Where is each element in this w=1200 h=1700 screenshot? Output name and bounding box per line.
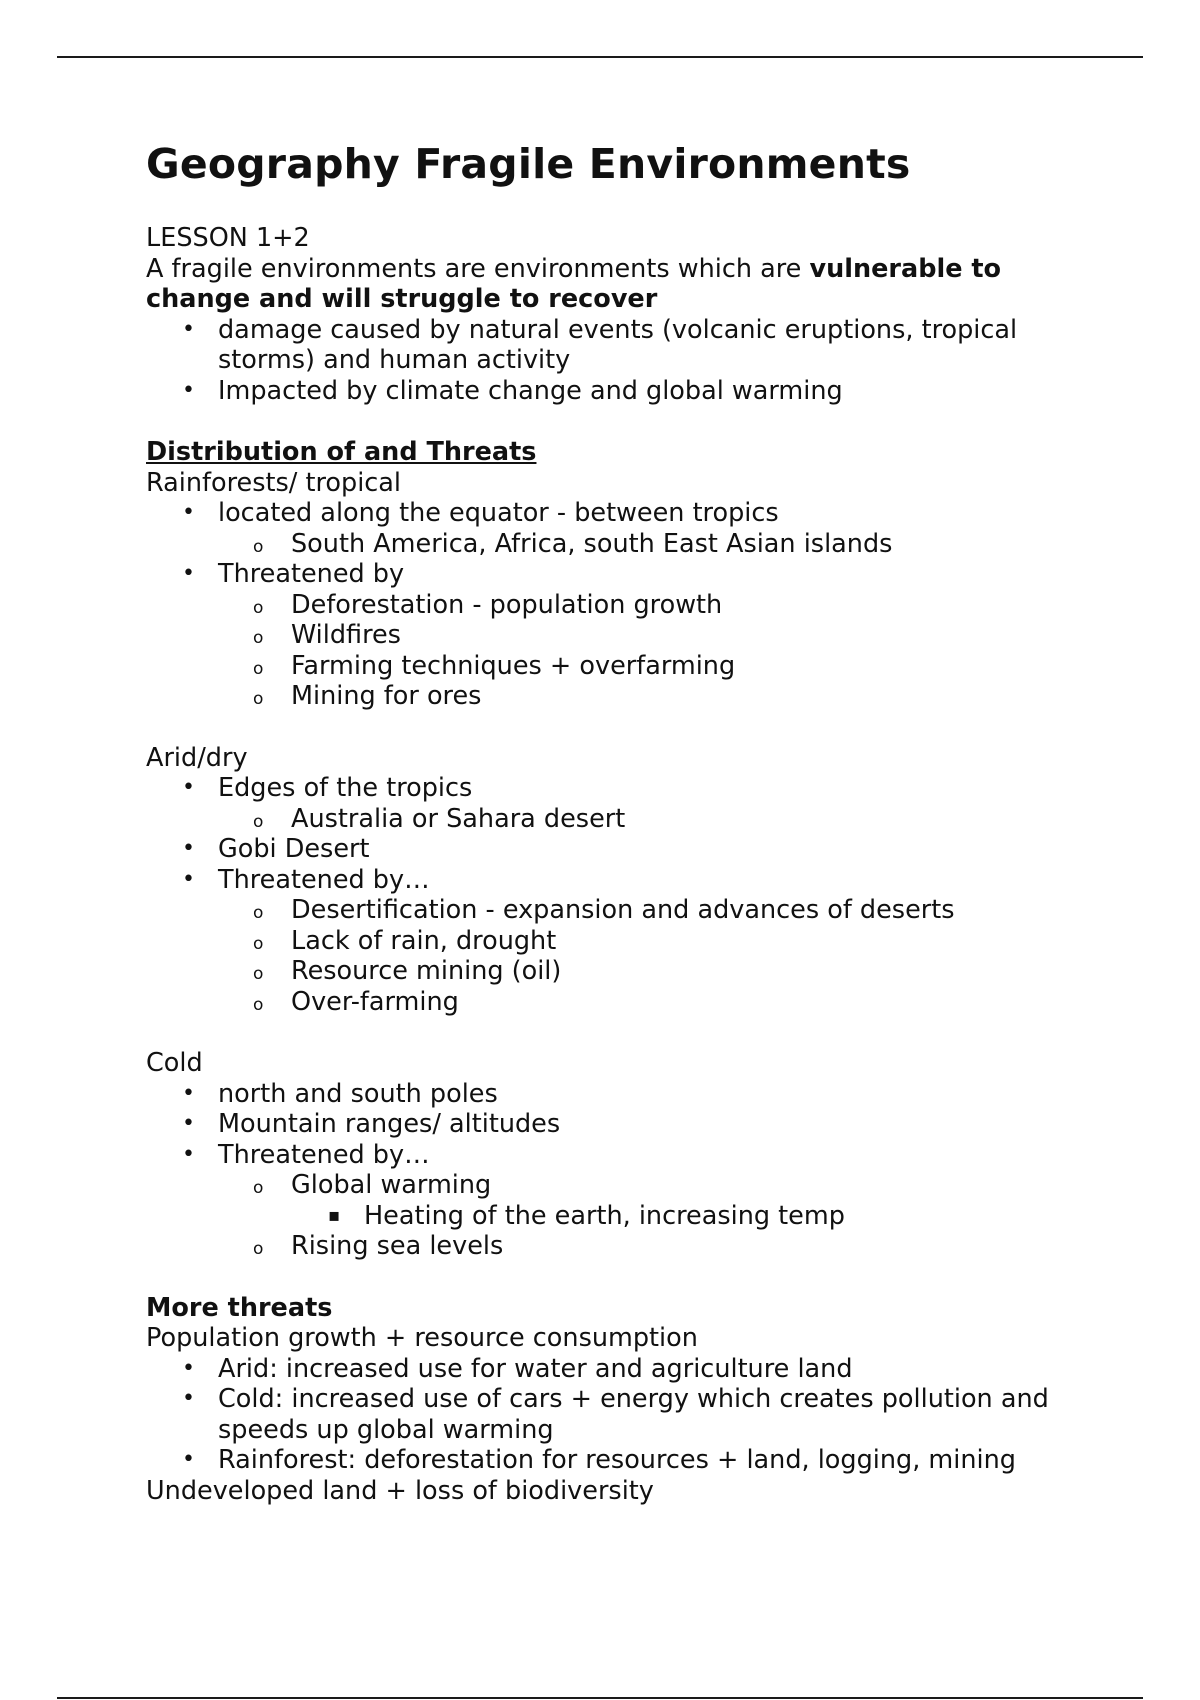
list-item: o Lack of rain, drought bbox=[146, 926, 1066, 957]
bottom-rule bbox=[57, 1697, 1143, 1699]
more-threats-heading: More threats bbox=[146, 1292, 333, 1323]
bullet-marker: • bbox=[182, 1386, 195, 1412]
bullet-marker: • bbox=[182, 316, 195, 342]
bullet-marker: • bbox=[182, 1111, 195, 1137]
list-item: o Desertification - expansion and advances of deserts bbox=[146, 895, 1066, 926]
intro-bold-text: vulnerable to change and will struggle to recover bbox=[146, 253, 1002, 315]
rainforest-label: Rainforests/ tropical bbox=[146, 467, 402, 498]
list-item: • damage caused by natural events (volcanic eruptions, tropical storms) and human activity bbox=[182, 314, 1018, 376]
circle-marker: o bbox=[253, 628, 264, 649]
list-item: o Deforestation - population growth bbox=[146, 590, 1066, 621]
circle-marker: o bbox=[253, 1178, 264, 1199]
lesson-label: LESSON 1+2 bbox=[146, 223, 310, 254]
list-item: • Rainforest: deforestation for resources + land, logging, mining bbox=[182, 1445, 1016, 1476]
list-item: o Australia or Sahara desert bbox=[146, 804, 1066, 835]
circle-marker: o bbox=[253, 658, 264, 679]
closing-line: Undeveloped land + loss of biodiversity bbox=[146, 1475, 654, 1506]
circle-marker: o bbox=[253, 689, 264, 710]
list-item: o Wildfires bbox=[146, 620, 1066, 651]
more-threats-list bbox=[146, 1354, 1066, 1476]
list-item: o Mining for ores bbox=[146, 681, 1066, 712]
list-item: o Farming techniques + overfarming bbox=[146, 651, 1066, 682]
circle-marker: o bbox=[253, 994, 264, 1015]
list-item: • Cold: increased use of cars + energy which creates pollution and speeds up global warming bbox=[182, 1384, 1049, 1445]
square-marker: ▪ bbox=[328, 1204, 341, 1226]
arid-label: Arid/dry bbox=[146, 742, 248, 773]
list-item: • located along the equator - between tropics bbox=[182, 498, 779, 529]
list-item: • Mountain ranges/ altitudes bbox=[182, 1109, 561, 1140]
bullet-marker: • bbox=[182, 866, 195, 892]
bullet-marker: • bbox=[182, 1355, 195, 1381]
bullet-marker: • bbox=[182, 377, 195, 403]
list-item: • north and south poles bbox=[182, 1078, 498, 1109]
arid-list bbox=[146, 773, 1066, 1017]
bullet-marker: • bbox=[182, 1080, 195, 1106]
list-item: • Gobi Desert bbox=[182, 834, 370, 865]
top-rule bbox=[57, 56, 1143, 58]
bullet-marker: • bbox=[182, 561, 195, 587]
circle-marker: o bbox=[253, 903, 264, 924]
cold-label: Cold bbox=[146, 1048, 203, 1079]
list-item: o Resource mining (oil) bbox=[146, 956, 1066, 987]
intro-bullet-list bbox=[146, 315, 1066, 407]
page-title: Geography Fragile Environments bbox=[146, 140, 911, 188]
list-item: • Threatened by… bbox=[182, 1139, 430, 1170]
list-item: o Rising sea levels bbox=[146, 1231, 1066, 1262]
bullet-marker: • bbox=[182, 775, 195, 801]
list-item: ▪ Heating of the earth, increasing temp bbox=[328, 1200, 845, 1231]
list-item: o Over-farming bbox=[146, 987, 1066, 1018]
circle-marker: o bbox=[253, 597, 264, 618]
list-item: • Threatened by bbox=[182, 559, 405, 590]
bullet-marker: • bbox=[182, 500, 195, 526]
circle-marker: o bbox=[253, 536, 264, 557]
list-item: o Global warming bbox=[146, 1170, 1066, 1201]
bullet-marker: • bbox=[182, 1447, 195, 1473]
intro-paragraph bbox=[146, 254, 1066, 315]
bullet-marker: • bbox=[182, 1141, 195, 1167]
circle-marker: o bbox=[253, 1239, 264, 1260]
circle-marker: o bbox=[253, 964, 264, 985]
list-item: • Impacted by climate change and global warming bbox=[182, 375, 843, 406]
document-body bbox=[146, 140, 1066, 1506]
circle-marker: o bbox=[253, 811, 264, 832]
intro-text: A fragile environments are environments which are bbox=[146, 253, 810, 284]
list-item: o South America, Africa, south East Asian islands bbox=[146, 529, 1066, 560]
more-threats-subheading: Population growth + resource consumption bbox=[146, 1323, 698, 1354]
list-item: • Edges of the tropics bbox=[182, 773, 473, 804]
rainforest-list bbox=[146, 498, 1066, 712]
distribution-heading: Distribution of and Threats bbox=[146, 437, 537, 468]
cold-list bbox=[146, 1079, 1066, 1262]
circle-marker: o bbox=[253, 933, 264, 954]
bullet-marker: • bbox=[182, 836, 195, 862]
list-item: • Arid: increased use for water and agriculture land bbox=[182, 1353, 853, 1384]
list-item: • Threatened by… bbox=[182, 864, 430, 895]
